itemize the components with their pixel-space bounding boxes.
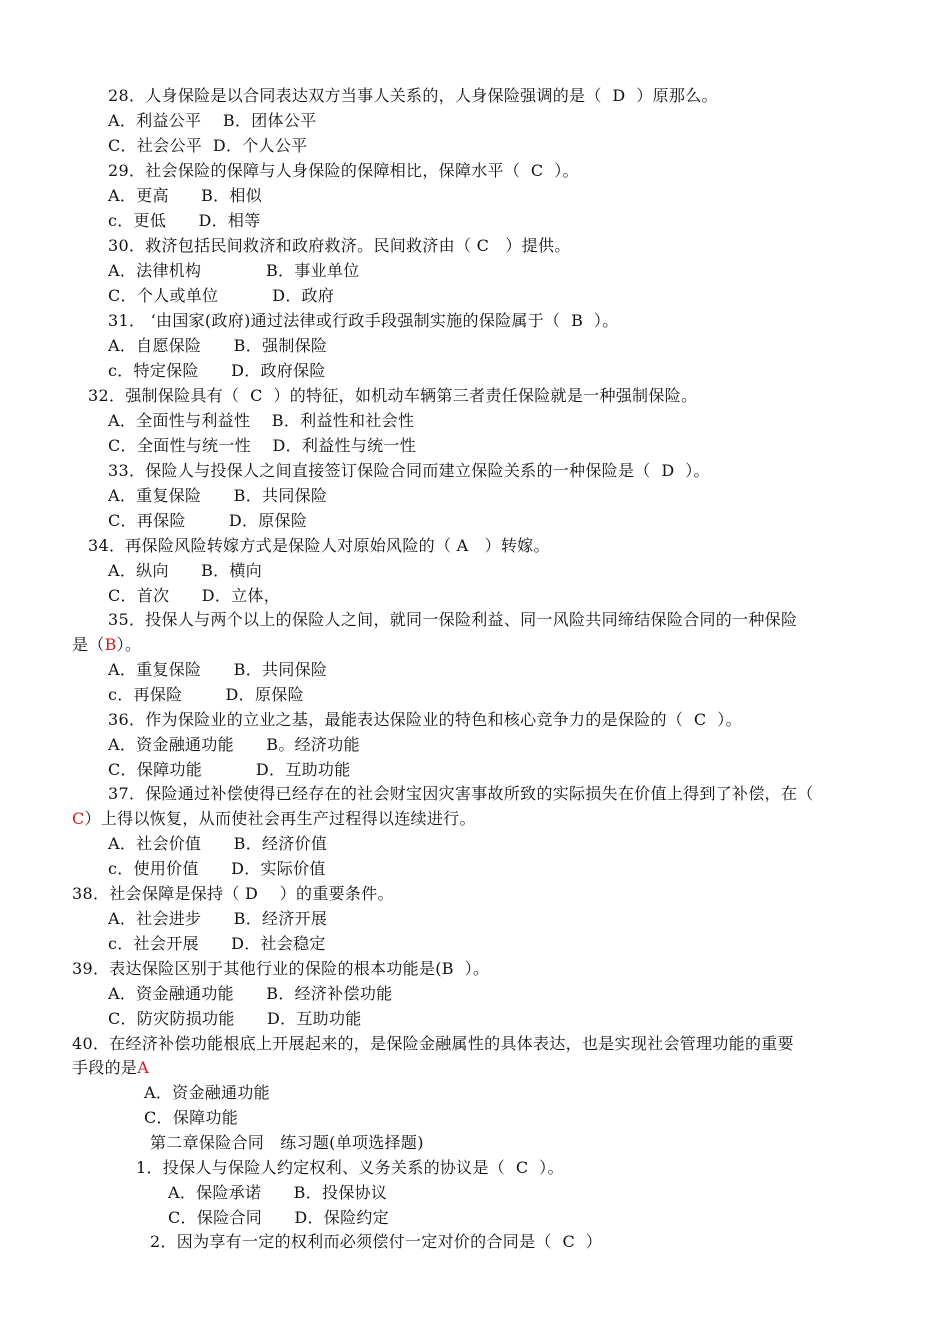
ch2-q1-options-cd: C．保险合同 D．保险约定 (168, 1208, 389, 1227)
q30-question: 30．救济包括民间救济和政府救济。民间救济由（ C ）提供。 (108, 236, 571, 255)
q32-options-cd: C．全面性与统一性 D．利益性与统一性 (108, 436, 417, 455)
q38-question: 38．社会保障是保持（ D ）的重要条件。 (72, 884, 394, 903)
q37-question-line1: 37．保险通过补偿使得已经存在的社会财宝因灾害事故所致的实际损失在价值上得到了补偿，在（ (108, 784, 814, 803)
q40-option-a: A．资金融通功能 (144, 1083, 270, 1102)
q33-question: 33．保险人与投保人之间直接签订保险合同而建立保险关系的一种保险是（ D ）。 (108, 461, 710, 480)
q31-options-ab: A．自愿保险 B．强制保险 (108, 336, 328, 355)
q40-prefix: 手段的是 (72, 1058, 138, 1077)
q35-options-ab: A．重复保险 B．共同保险 (108, 660, 328, 679)
ch2-q2-question: 2．因为享有一定的权利而必须偿付一定对价的合同是（ C ） (150, 1232, 603, 1251)
q34-options-ab: A．纵向 B．横向 (108, 561, 263, 580)
q28-question: 28．人身保险是以合同表达双方当事人关系的，人身保险强调的是（ D ）原那么。 (108, 86, 718, 105)
q35-question-line2 (72, 635, 141, 655)
q32-question: 32．强制保险具有（ C ）的特征，如机动车辆第三者责任保险就是一种强制保险。 (88, 386, 698, 405)
q34-question: 34．再保险风险转嫁方式是保险人对原始风险的（ A ）转嫁。 (88, 536, 550, 555)
q40-answer: A (137, 1058, 150, 1077)
q37-question-line2 (72, 809, 476, 829)
q35-options-cd: c．再保险 D．原保险 (108, 685, 304, 704)
q29-options-ab: A．更高 B．相似 (108, 186, 263, 205)
q37-suffix: ）上得以恢复，从而使社会再生产过程得以连续进行。 (84, 809, 476, 828)
ch2-q1-question: 1．投保人与保险人约定权利、义务关系的协议是（ C ）。 (136, 1158, 564, 1177)
q37-options-ab: A．社会价值 B．经济价值 (108, 834, 328, 853)
q38-options-cd: c．社会开展 D．社会稳定 (108, 934, 326, 953)
ch2-q1-options-ab: A．保险承诺 B．投保协议 (168, 1183, 388, 1202)
q36-options-cd: C．保障功能 D．互助功能 (108, 760, 351, 779)
q34-options-cd: C．首次 D．立体， (108, 586, 281, 605)
q37-answer: C (72, 809, 85, 828)
q28-options-cd: C．社会公平 D．个人公平 (108, 136, 308, 155)
q33-options-cd: C．再保险 D．原保险 (108, 511, 308, 530)
q36-options-ab: A．资金融通功能 B。经济功能 (108, 735, 360, 754)
q28-options-ab: A．利益公平 B．团体公平 (108, 111, 317, 130)
q37-options-cd: c．使用价值 D．实际价值 (108, 859, 326, 878)
q29-options-cd: c．更低 D．相等 (108, 211, 261, 230)
q33-options-ab: A．重复保险 B．共同保险 (108, 486, 328, 505)
q35-prefix: 是（ (72, 635, 105, 654)
q35-suffix: ）。 (116, 635, 142, 654)
q39-options-ab: A．资金融通功能 B．经济补偿功能 (108, 984, 393, 1003)
q40-question-line2 (72, 1058, 149, 1078)
q40-question-line1: 40．在经济补偿功能根底上开展起来的，是保险金融属性的具体表达，也是实现社会管理功能的重要 (72, 1034, 794, 1053)
q30-options-cd: C．个人或单位 D．政府 (108, 286, 335, 305)
chapter-heading: 第二章保险合同 练习题(单项选择题) (150, 1133, 424, 1152)
q35-question-line1: 35．投保人与两个以上的保险人之间，就同一保险利益、同一风险共同缔结保险合同的一种保险 (108, 610, 798, 629)
q32-options-ab: A．全面性与利益性 B．利益性和社会性 (108, 411, 415, 430)
q38-options-ab: A．社会进步 B．经济开展 (108, 909, 328, 928)
q31-options-cd: c．特定保险 D．政府保险 (108, 361, 326, 380)
q39-question: 39．表达保险区别于其他行业的保险的根本功能是(B ）。 (72, 959, 490, 978)
q35-answer: B (104, 635, 117, 654)
q29-question: 29．社会保险的保障与人身保险的保障相比，保障水平（ C ）。 (108, 161, 579, 180)
q36-question: 36．作为保险业的立业之基，最能表达保险业的特色和核心竞争力的是保险的（ C ）。 (108, 710, 742, 729)
q30-options-ab: A．法律机构 B．事业单位 (108, 261, 360, 280)
q40-option-c: C．保障功能 (144, 1108, 239, 1127)
q39-options-cd: C．防灾防损功能 D．互助功能 (108, 1009, 362, 1028)
q31-question: 31． ‘由国家(政府)通过法律或行政手段强制实施的保险属于（ B ）。 (108, 311, 619, 330)
